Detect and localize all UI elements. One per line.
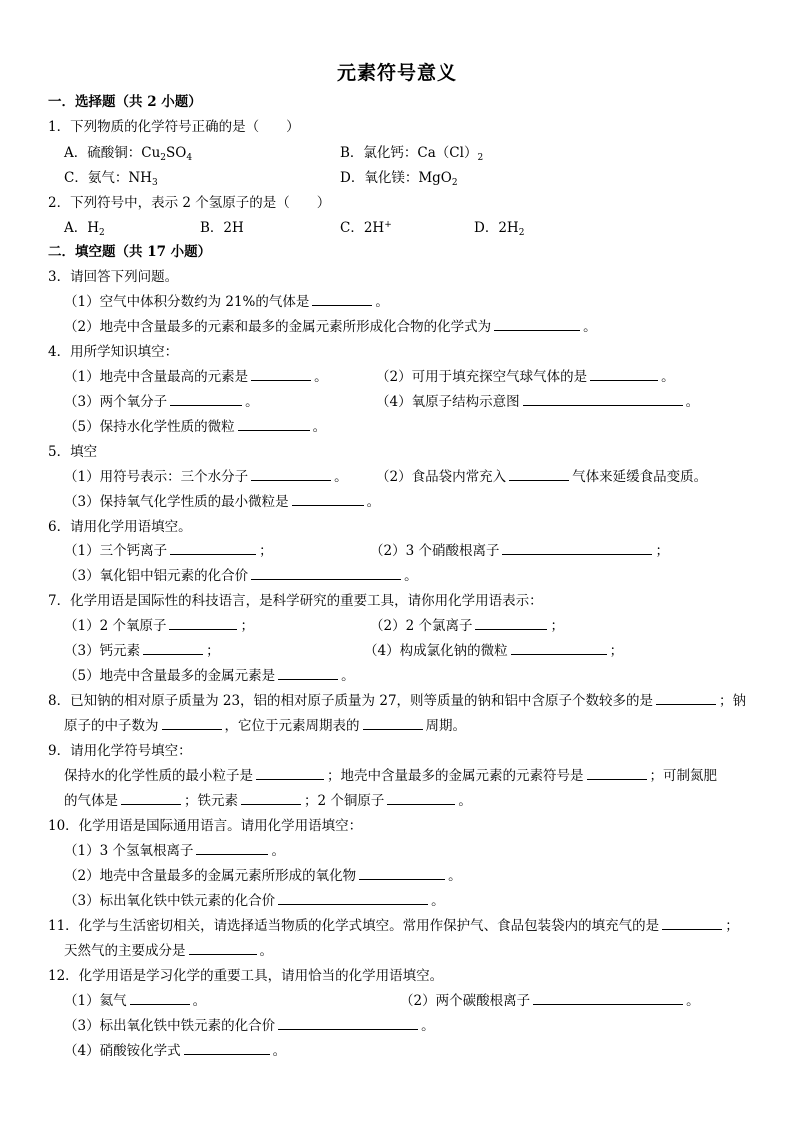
question-10-part-3: （3）标出氧化铁中铁元素的化合价 。	[64, 893, 445, 909]
answer-blank[interactable]	[502, 541, 652, 555]
answer-blank[interactable]	[170, 541, 256, 555]
question-5-part-2: （2）食品袋内常充入 气体来延缓食品变质。	[376, 469, 708, 485]
question-12-part-2: （2）两个碳酸根离子 。	[400, 993, 700, 1009]
question-1-option-d: D．氧化镁：MgO$_2$	[340, 170, 458, 188]
answer-blank[interactable]	[170, 392, 242, 406]
question-3-part-2: （2）地壳中含量最多的元素和最多的金属元素所形成化合物的化学式为 。	[64, 319, 597, 335]
answer-blank[interactable]	[509, 467, 569, 481]
question-6-part-2: （2）3 个硝酸根离子 ；	[370, 543, 669, 559]
question-6-part-1: （1）三个钙离子 ；	[64, 543, 273, 559]
question-10-stem: 10．化学用语是国际通用语言。请用化学用语填空：	[48, 818, 363, 834]
answer-blank[interactable]	[511, 641, 607, 655]
question-10-part-2: （2）地壳中含量最多的金属元素所形成的氧化物 。	[64, 868, 462, 884]
question-8-line-2: 原子的中子数为 ，它位于元素周期表的 周期。	[64, 718, 466, 734]
question-12-part-1: （1）氦气 。	[64, 993, 207, 1009]
question-7-part-2: （2）2 个氯离子 ；	[370, 618, 564, 634]
answer-blank[interactable]	[662, 916, 722, 930]
question-1-stem: 1．下列物质的化学符号正确的是（ ）	[48, 119, 300, 135]
question-2-stem: 2．下列符号中，表示 2 个氢原子的是（ ）	[48, 195, 331, 211]
question-7-part-5: （5）地壳中含量最多的金属元素是 。	[64, 668, 355, 684]
question-3-part-1: （1）空气中体积分数约为 21%的气体是 。	[64, 294, 389, 310]
question-10-part-1: （1）3 个氢氧根离子 。	[64, 843, 285, 859]
question-5-stem: 5．填空	[48, 444, 98, 460]
question-1-option-b: B．氯化钙：$Ca(Cl)_2$	[340, 145, 484, 163]
question-2-option-d: D．$2H_2$	[474, 220, 525, 238]
answer-blank[interactable]	[494, 317, 580, 331]
question-4-part-1: （1）地壳中含量最高的元素是 。	[64, 369, 328, 385]
question-4-part-4: （4）氧原子结构示意图 。	[376, 394, 700, 410]
answer-blank[interactable]	[130, 991, 190, 1005]
question-6-part-3: （3）氧化铝中铝元素的化合价 。	[64, 568, 418, 584]
question-7-stem: 7．化学用语是国际性的科技语言，是科学研究的重要工具，请你用化学用语表示：	[48, 593, 543, 609]
question-1-option-a: A．硫酸铜：$Cu_2SO_4$	[64, 145, 193, 163]
page-title: 元素符号意义	[336, 62, 457, 84]
question-4-part-3: （3）两个氧分子 。	[64, 394, 259, 410]
question-9-stem: 9．请用化学符号填空：	[48, 743, 192, 759]
question-7-part-3: （3）钙元素 ；	[64, 643, 220, 659]
question-6-stem: 6．请用化学用语填空。	[48, 519, 192, 535]
question-5-part-3: （3）保持氧气化学性质的最小微粒是 。	[64, 494, 381, 510]
answer-blank[interactable]	[251, 566, 401, 580]
answer-blank[interactable]	[533, 991, 683, 1005]
answer-blank[interactable]	[169, 616, 237, 630]
question-1-option-c: C．氨气：$NH_3$	[64, 170, 158, 188]
answer-blank[interactable]	[278, 666, 338, 680]
question-8-line-1: 8．已知钠的相对原子质量为 23，铝的相对原子质量为 27，则等质量的钠和铝中含原子个数较多的是 ；钠	[48, 693, 747, 709]
question-12-stem: 12．化学用语是学习化学的重要工具，请用恰当的化学用语填空。	[48, 968, 444, 984]
answer-blank[interactable]	[278, 1016, 418, 1030]
answer-blank[interactable]	[162, 716, 222, 730]
answer-blank[interactable]	[196, 841, 268, 855]
question-9-line-1: 保持水的化学性质的最小粒子是 ；地壳中含量最多的金属元素的元素符号是 ；可制氮肥	[64, 768, 717, 784]
answer-blank[interactable]	[256, 766, 324, 780]
answer-blank[interactable]	[387, 791, 455, 805]
question-12-part-3: （3）标出氧化铁中铁元素的化合价 。	[64, 1018, 435, 1034]
answer-blank[interactable]	[656, 691, 716, 705]
answer-blank[interactable]	[143, 641, 203, 655]
answer-blank[interactable]	[359, 866, 445, 880]
answer-blank[interactable]	[184, 1041, 270, 1055]
answer-blank[interactable]	[189, 941, 257, 955]
answer-blank[interactable]	[475, 616, 547, 630]
question-9-line-2: 的气体是 ；铁元素 ；2 个铜原子 。	[64, 793, 472, 809]
question-11-line-1: 11．化学与生活密切相关，请选择适当物质的化学式填空。常用作保护气、食品包装袋内的填充气的是 ；	[48, 918, 739, 934]
answer-blank[interactable]	[251, 467, 331, 481]
answer-blank[interactable]	[278, 891, 428, 905]
question-7-part-4: （4）构成氯化钠的微粒 ；	[364, 643, 624, 659]
answer-blank[interactable]	[292, 492, 364, 506]
question-12-part-4: （4）硝酸铵化学式 。	[64, 1043, 287, 1059]
question-11-line-2: 天然气的主要成分是 。	[64, 943, 273, 959]
question-3-stem: 3．请回答下列问题。	[48, 269, 179, 285]
answer-blank[interactable]	[523, 392, 683, 406]
answer-blank[interactable]	[363, 716, 423, 730]
question-4-stem: 4．用所学知识填空：	[48, 344, 179, 360]
answer-blank[interactable]	[241, 791, 301, 805]
section-heading-choice: 一．选择题（共 2 小题）	[48, 94, 202, 110]
question-4-part-5: （5）保持水化学性质的微粒 。	[64, 419, 327, 435]
question-2-option-a: A．$H_2$	[64, 220, 105, 238]
question-7-part-1: （1）2 个氧原子 ；	[64, 618, 254, 634]
answer-blank[interactable]	[251, 367, 311, 381]
question-4-part-2: （2）可用于填充探空气球气体的是 。	[376, 369, 675, 385]
answer-blank[interactable]	[587, 766, 647, 780]
answer-blank[interactable]	[121, 791, 181, 805]
answer-blank[interactable]	[238, 417, 310, 431]
question-2-option-c: C．2H+	[340, 220, 392, 236]
answer-blank[interactable]	[312, 292, 372, 306]
question-5-part-1: （1）用符号表示：三个水分子 。	[64, 469, 348, 485]
section-heading-fill: 二．填空题（共 17 小题）	[48, 244, 212, 260]
answer-blank[interactable]	[590, 367, 658, 381]
question-2-option-b: B．2H	[200, 220, 244, 236]
